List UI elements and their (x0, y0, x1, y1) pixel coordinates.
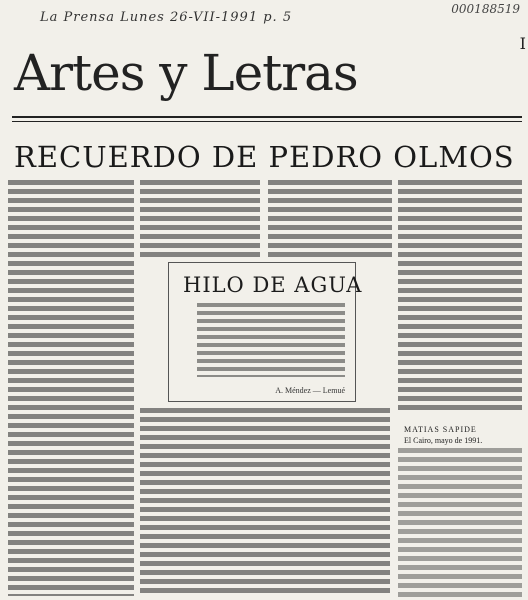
article-signature: MATIAS SAPIDE (404, 425, 477, 434)
catalog-code: 000188519 (451, 2, 520, 16)
masthead-rule (12, 116, 522, 118)
article-column-1 (8, 180, 134, 596)
article-headline: RECUERDO DE PEDRO OLMOS (14, 140, 515, 174)
section-title: Artes y Letras (14, 44, 358, 102)
article-column-2 (140, 180, 260, 258)
article-column-4 (398, 180, 522, 412)
poem-box (168, 262, 363, 402)
article-column-continuation (140, 408, 390, 594)
article-column-3 (268, 180, 392, 258)
poem-byline: A. Méndez — Lemué (275, 386, 345, 395)
masthead-rule-thin (12, 121, 522, 122)
handwritten-source-note: La Prensa Lunes 26-VII-1991 p. 5 (40, 10, 293, 25)
article-place-date: El Cairo, mayo de 1991. (404, 436, 483, 445)
poem-text (197, 303, 345, 377)
edge-mark: I (519, 34, 526, 53)
poem-title: HILO DE AGUA (183, 273, 363, 297)
article-column-5 (398, 448, 522, 598)
